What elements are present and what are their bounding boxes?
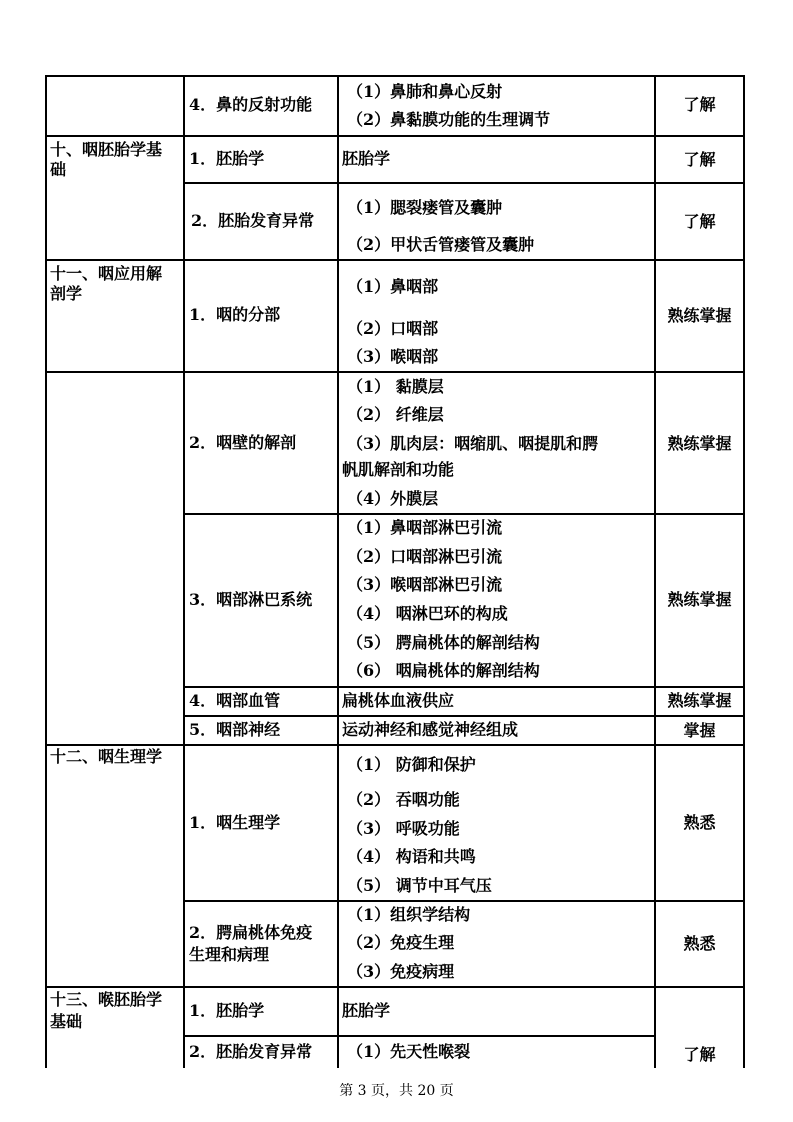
content-line: 胚胎学 <box>342 1001 391 1020</box>
level-label: 熟悉 <box>683 813 716 832</box>
grid-line <box>45 371 745 373</box>
sub-item: 1．咽生理学 <box>189 813 281 832</box>
content-line: （1）组织学结构 <box>347 905 471 924</box>
sub-item: 2．咽壁的解剖 <box>189 433 297 452</box>
level-label: 了解 <box>683 1045 716 1064</box>
content-line: （1）鼻肺和鼻心反射 <box>347 82 503 101</box>
content-line: 运动神经和感觉神经组成 <box>342 720 519 739</box>
level-label: 熟悉 <box>683 934 716 953</box>
level-label: 熟练掌握 <box>667 306 732 325</box>
sub-item: 4．咽部血管 <box>189 691 281 710</box>
grid-line <box>45 75 745 77</box>
grid-line <box>183 513 745 515</box>
level-label: 了解 <box>683 95 716 114</box>
grid-line <box>183 686 745 688</box>
content-line: （1）鼻咽部 <box>347 277 439 296</box>
sub-item: 3．咽部淋巴系统 <box>189 590 313 609</box>
level-label: 掌握 <box>683 721 716 740</box>
sub-item: 1．咽的分部 <box>189 305 281 324</box>
section-title: 十三、喉胚胎学 <box>50 990 163 1009</box>
content-line: （3）免疫病理 <box>347 962 455 981</box>
content-line: （3） 呼吸功能 <box>347 819 460 838</box>
page-footer: 第 3 页，共 20 页 <box>339 1083 454 1099</box>
sub-item: 2．胚胎发育异常 <box>189 1042 313 1061</box>
sub-item: 2．胚胎发育异常 <box>191 211 315 230</box>
content-line: （4） 构语和共鸣 <box>347 847 476 866</box>
sub-item: 1．胚胎学 <box>189 1001 265 1020</box>
content-line: （1）先天性喉裂 <box>347 1042 471 1061</box>
sub-item: 5．咽部神经 <box>189 720 281 739</box>
sub-item: 4．鼻的反射功能 <box>189 95 313 114</box>
sub-item: 2．腭扁桃体免疫 <box>189 923 313 942</box>
section-title: 基础 <box>50 1012 83 1031</box>
content-line: 帆肌解剖和功能 <box>342 460 455 479</box>
sub-item: 1．胚胎学 <box>189 149 265 168</box>
content-line: 胚胎学 <box>342 149 391 168</box>
content-line: （3）喉咽部淋巴引流 <box>347 575 503 594</box>
grid-line <box>45 744 745 746</box>
grid-line <box>183 900 745 902</box>
content-line: （6） 咽扁桃体的解剖结构 <box>347 661 540 680</box>
content-line: （3）肌肉层：咽缩肌、咽提肌和腭 <box>347 434 599 453</box>
grid-line <box>337 75 339 1068</box>
grid-line <box>183 182 745 184</box>
grid-line <box>183 75 185 1068</box>
content-line: （2）鼻黏膜功能的生理调节 <box>347 110 551 129</box>
section-title: 础 <box>50 160 67 179</box>
content-line: （4）外膜层 <box>347 489 439 508</box>
level-label: 了解 <box>683 150 716 169</box>
section-title: 剖学 <box>50 284 83 303</box>
content-line: （4） 咽淋巴环的构成 <box>347 604 508 623</box>
content-line: （1） 黏膜层 <box>347 377 444 396</box>
level-label: 熟练掌握 <box>667 691 732 710</box>
level-label: 熟练掌握 <box>667 434 732 453</box>
content-line: （2） 吞咽功能 <box>347 790 460 809</box>
section-title: 十、咽胚胎学基 <box>50 140 163 159</box>
grid-line <box>743 75 745 1068</box>
content-line: （2） 纤维层 <box>347 405 444 424</box>
grid-line <box>45 135 745 137</box>
sub-item: 生理和病理 <box>189 945 270 964</box>
content-line: 扁桃体血液供应 <box>342 691 455 710</box>
grid-line <box>183 715 745 717</box>
level-label: 了解 <box>683 212 716 231</box>
section-title: 十二、咽生理学 <box>50 747 163 766</box>
content-line: （1）鼻咽部淋巴引流 <box>347 518 503 537</box>
level-label: 熟练掌握 <box>667 590 732 609</box>
content-line: （2）甲状舌管瘘管及囊肿 <box>347 235 535 254</box>
content-line: （2）免疫生理 <box>347 933 455 952</box>
section-title: 十一、咽应用解 <box>50 264 163 283</box>
grid-line <box>183 1035 654 1037</box>
content-line: （5） 调节中耳气压 <box>347 876 492 895</box>
grid-line <box>45 986 745 988</box>
grid-line <box>45 75 47 1068</box>
grid-line <box>45 259 745 261</box>
content-line: （2）口咽部淋巴引流 <box>347 547 503 566</box>
content-line: （2）口咽部 <box>347 319 439 338</box>
content-line: （3）喉咽部 <box>347 347 439 366</box>
content-line: （1） 防御和保护 <box>347 755 476 774</box>
content-line: （1）腮裂瘘管及囊肿 <box>347 198 503 217</box>
content-line: （5） 腭扁桃体的解剖结构 <box>347 633 540 652</box>
